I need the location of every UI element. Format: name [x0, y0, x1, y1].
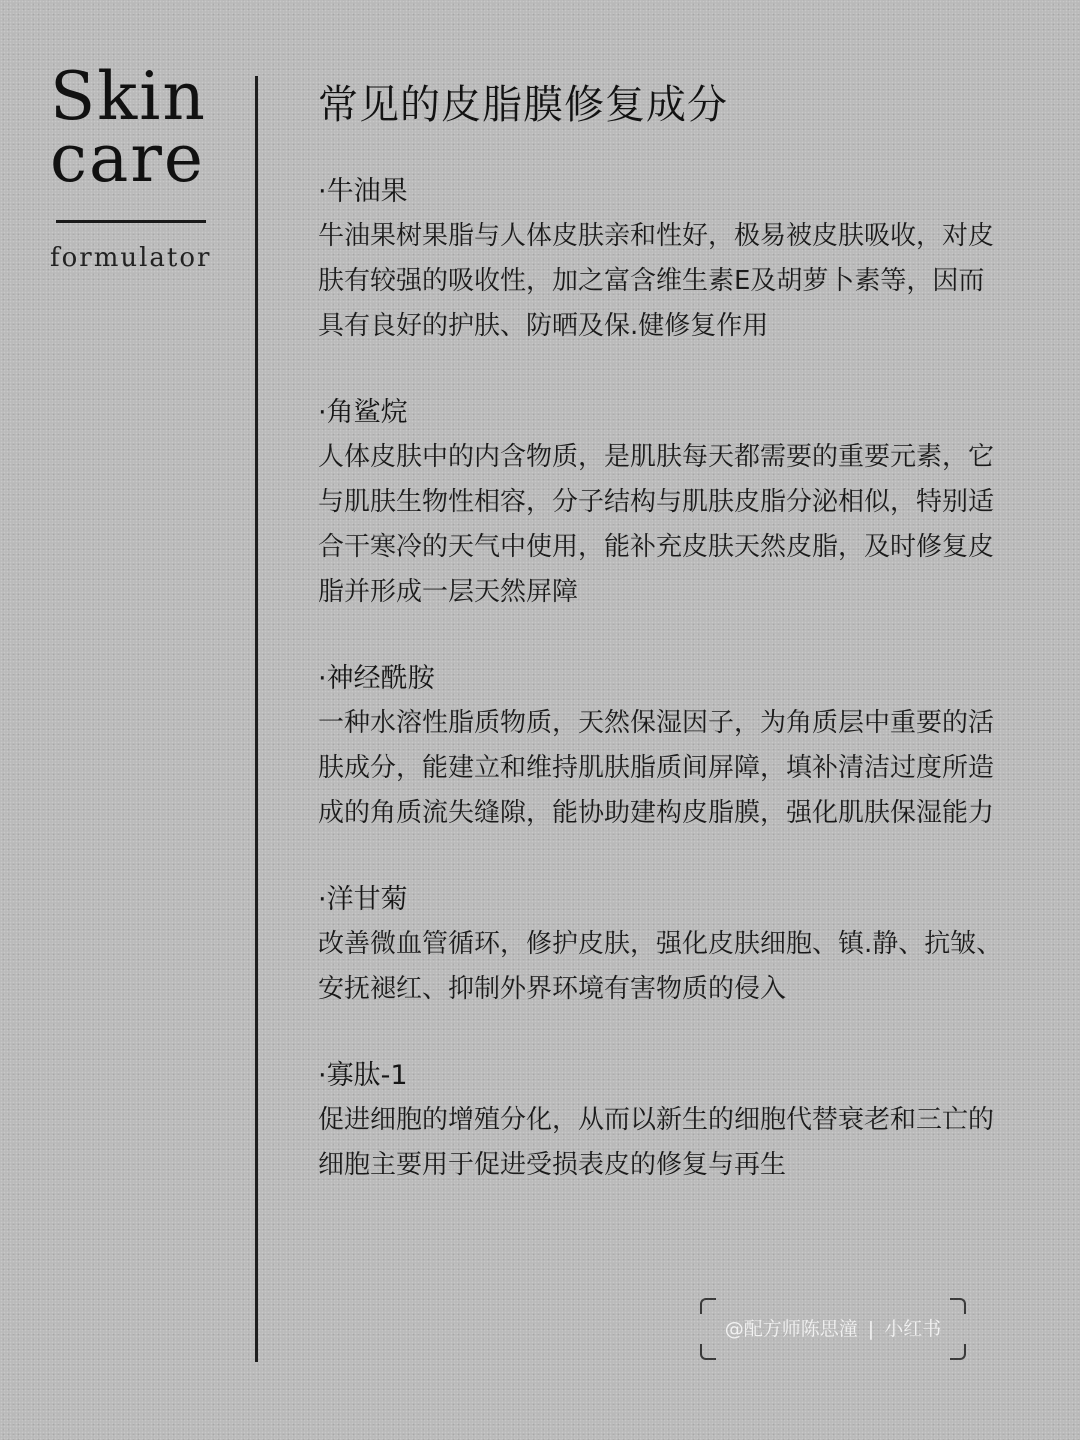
section-title: ·牛油果 [318, 176, 408, 207]
ingredient-section-avocado [318, 170, 1018, 349]
page-title: 常见的皮脂膜修复成分 [318, 82, 728, 128]
brand-word-skin: Skin [50, 58, 207, 135]
brand-logo [50, 58, 212, 273]
frame-corner-icon [700, 1298, 716, 1314]
credit-separator: | [867, 1318, 875, 1340]
section-body: 促进细胞的增殖分化，从而以新生的细胞代替衰老和三亡的细胞主要用于促进受损表皮的修复与再生 [318, 1105, 995, 1180]
vertical-divider [255, 76, 258, 1362]
ingredient-section-ceramide [318, 657, 1018, 836]
section-title: ·角鲨烷 [318, 397, 408, 428]
section-title: ·洋甘菊 [318, 884, 408, 915]
main-content [318, 78, 1018, 1230]
frame-corner-icon [950, 1344, 966, 1360]
credit-platform: 小红书 [884, 1318, 942, 1340]
frame-corner-icon [950, 1298, 966, 1314]
brand-underline [56, 220, 206, 223]
section-body: 改善微血管循环，修护皮肤，强化皮肤细胞、镇.静、抗皱、安抚褪红、抑制外界环境有害物质的侵入 [318, 929, 1003, 1004]
ingredient-section-oligopeptide [318, 1054, 1018, 1188]
section-body: 一种水溶性脂质物质，天然保湿因子，为角质层中重要的活肤成分，能建立和维持肌肤脂质间屏障，填补清洁过度所造成的角质流失缝隙，能协助建构皮脂膜，强化肌肤保湿能力 [318, 708, 995, 828]
brand-subtitle: formulator [50, 243, 212, 273]
credit-author: @配方师陈思潼 [724, 1318, 858, 1340]
brand-word-care: care [50, 120, 205, 197]
section-title: ·寡肽-1 [318, 1060, 408, 1091]
section-title: ·神经酰胺 [318, 663, 435, 694]
section-body: 牛油果树果脂与人体皮肤亲和性好，极易被皮肤吸收，对皮肤有较强的吸收性，加之富含维生素E及胡萝卜素等，因而具有良好的护肤、防晒及保.健修复作用 [318, 221, 995, 341]
section-body: 人体皮肤中的内含物质，是肌肤每天都需要的重要元素，它与肌肤生物性相容，分子结构与肌肤皮脂分泌相似，特别适合干寒冷的天气中使用，能补充皮肤天然皮脂，及时修复皮脂并形成一层天然屏障 [318, 442, 995, 607]
credit-text [700, 1316, 966, 1342]
author-credit-badge [700, 1298, 966, 1360]
ingredient-section-squalane [318, 391, 1018, 615]
frame-corner-icon [700, 1344, 716, 1360]
ingredient-section-chamomile [318, 878, 1018, 1012]
